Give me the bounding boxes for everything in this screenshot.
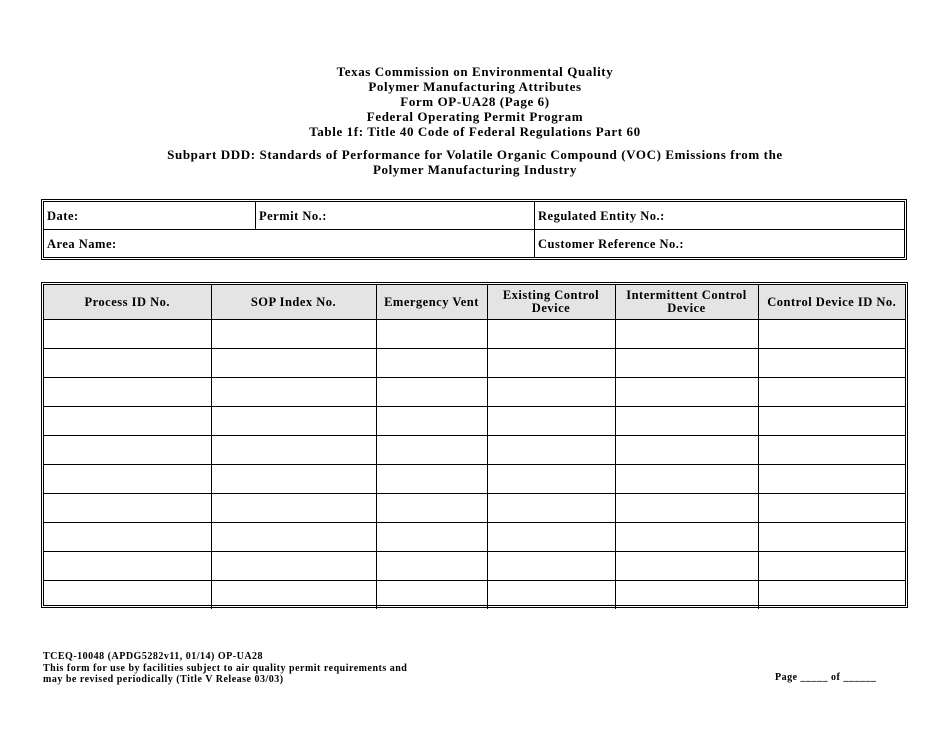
column-header-intermittent-control-device: Intermittent Control Device [615,285,758,320]
cell-emergency-vent[interactable] [376,349,487,378]
form-footer [43,651,407,686]
table-row [44,494,905,523]
cell-control-device-id[interactable] [758,407,905,436]
cell-process-id[interactable] [44,523,211,552]
cell-emergency-vent[interactable] [376,378,487,407]
cell-control-device-id[interactable] [758,378,905,407]
cell-process-id[interactable] [44,320,211,349]
cell-existing-control-device[interactable] [487,494,615,523]
cell-emergency-vent[interactable] [376,494,487,523]
cell-sop-index[interactable] [211,378,376,407]
permit-number-label: Permit No.: [259,209,327,223]
cell-process-id[interactable] [44,378,211,407]
form-number-title: Form OP-UA28 (Page 6) [400,94,550,109]
cell-process-id[interactable] [44,581,211,610]
cell-existing-control-device[interactable] [487,407,615,436]
date-field[interactable] [44,202,255,229]
program-title: Federal Operating Permit Program [366,109,584,124]
table-header-row [44,285,905,320]
column-header-control-device-id: Control Device ID No. [758,285,905,320]
cell-control-device-id[interactable] [758,581,905,610]
cell-process-id[interactable] [44,552,211,581]
column-header-emergency-vent: Emergency Vent [376,285,487,320]
cell-intermittent-control-device[interactable] [615,465,758,494]
table-title: Table 1f: Title 40 Code of Federal Regulations Part 60 [309,124,641,139]
subpart-title [0,147,950,177]
cell-sop-index[interactable] [211,320,376,349]
header-fields-box [41,199,907,260]
cell-sop-index[interactable] [211,436,376,465]
cell-intermittent-control-device[interactable] [615,436,758,465]
footer-note-line2: may be revised periodically (Title V Release 03/03) [43,674,284,685]
cell-process-id[interactable] [44,494,211,523]
table-row [44,465,905,494]
area-name-label: Area Name: [47,237,117,251]
cell-emergency-vent[interactable] [376,407,487,436]
cell-sop-index[interactable] [211,552,376,581]
cell-process-id[interactable] [44,407,211,436]
customer-reference-field[interactable] [535,230,904,257]
form-title-block [0,64,950,139]
cell-control-device-id[interactable] [758,320,905,349]
table-row [44,581,905,610]
cell-intermittent-control-device[interactable] [615,581,758,610]
table-row [44,552,905,581]
cell-control-device-id[interactable] [758,523,905,552]
agency-title: Texas Commission on Environmental Quality [336,64,614,79]
cell-existing-control-device[interactable] [487,523,615,552]
cell-existing-control-device[interactable] [487,465,615,494]
cell-intermittent-control-device[interactable] [615,378,758,407]
cell-emergency-vent[interactable] [376,320,487,349]
area-name-field[interactable] [44,230,534,257]
cell-control-device-id[interactable] [758,494,905,523]
cell-control-device-id[interactable] [758,465,905,494]
cell-sop-index[interactable] [211,523,376,552]
page-number: Page _____ of ______ [775,672,877,683]
table-row [44,407,905,436]
cell-process-id[interactable] [44,349,211,378]
cell-sop-index[interactable] [211,581,376,610]
table-row [44,320,905,349]
subpart-title-line2: Polymer Manufacturing Industry [372,162,578,177]
column-header-sop-index: SOP Index No. [211,285,376,320]
regulated-entity-label: Regulated Entity No.: [538,209,665,223]
cell-process-id[interactable] [44,465,211,494]
cell-intermittent-control-device[interactable] [615,407,758,436]
attributes-grid [44,285,905,609]
form-id: TCEQ-10048 (APDG5282v11, 01/14) OP-UA28 [43,651,264,662]
cell-existing-control-device[interactable] [487,320,615,349]
cell-intermittent-control-device[interactable] [615,349,758,378]
cell-sop-index[interactable] [211,494,376,523]
cell-sop-index[interactable] [211,465,376,494]
cell-sop-index[interactable] [211,407,376,436]
table-row [44,523,905,552]
table-row [44,436,905,465]
cell-existing-control-device[interactable] [487,436,615,465]
cell-existing-control-device[interactable] [487,552,615,581]
table-row [44,349,905,378]
cell-intermittent-control-device[interactable] [615,523,758,552]
cell-existing-control-device[interactable] [487,378,615,407]
cell-control-device-id[interactable] [758,349,905,378]
cell-intermittent-control-device[interactable] [615,320,758,349]
cell-intermittent-control-device[interactable] [615,494,758,523]
cell-control-device-id[interactable] [758,436,905,465]
cell-emergency-vent[interactable] [376,436,487,465]
column-header-existing-control-device: Existing Control Device [487,285,615,320]
customer-reference-label: Customer Reference No.: [538,237,685,251]
footer-note-line1: This form for use by facilities subject to air quality permit requirements and [43,662,408,674]
cell-intermittent-control-device[interactable] [615,552,758,581]
attributes-table [41,282,908,608]
cell-existing-control-device[interactable] [487,349,615,378]
form-subject-title: Polymer Manufacturing Attributes [368,79,582,94]
cell-sop-index[interactable] [211,349,376,378]
table-row [44,378,905,407]
subpart-title-line1: Subpart DDD: Standards of Performance for Volatile Organic Compound (VOC) Emissions from the [167,147,783,162]
cell-existing-control-device[interactable] [487,581,615,610]
cell-control-device-id[interactable] [758,552,905,581]
cell-process-id[interactable] [44,436,211,465]
cell-emergency-vent[interactable] [376,552,487,581]
cell-emergency-vent[interactable] [376,523,487,552]
date-label: Date: [47,209,79,223]
column-header-process-id: Process ID No. [44,285,211,320]
cell-emergency-vent[interactable] [376,581,487,610]
cell-emergency-vent[interactable] [376,465,487,494]
regulated-entity-field[interactable] [535,202,904,229]
permit-number-field[interactable] [256,202,534,229]
